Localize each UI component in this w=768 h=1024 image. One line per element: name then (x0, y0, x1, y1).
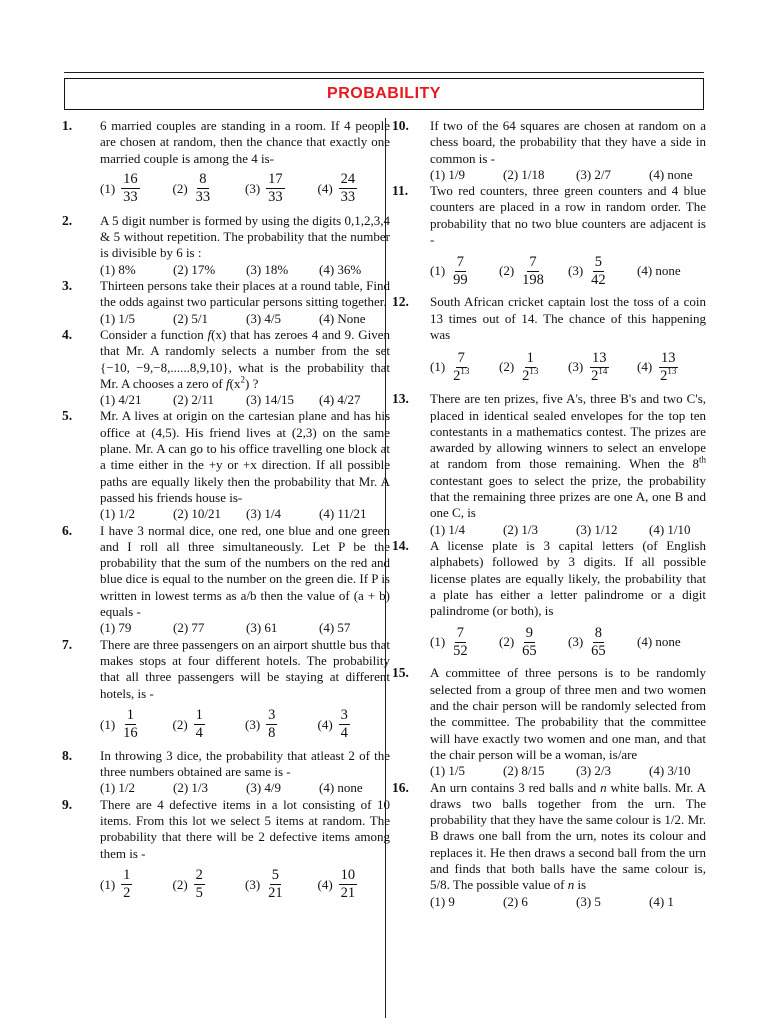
option-1: (1) 1/9 (430, 166, 466, 182)
question-8 (62, 747, 390, 797)
question-15 (392, 665, 706, 779)
option-2: (2) $\frac{9}{65}$ (499, 624, 537, 659)
question-4 (62, 326, 390, 408)
question-text: There are 4 defective items in a lot consisting of 10 items. From this lot we select 5 items at random. The probability that there will be 2 defective items among them is - (100, 796, 390, 861)
option-1: (1) $\frac{1}{16}$ (100, 707, 138, 742)
question-text: South African cricket captain lost the toss of a coin 13 times out of 14. The chance of this happening was (430, 294, 706, 342)
question-14 (392, 537, 706, 665)
options (430, 894, 706, 910)
option-3: (3) 1/4 (246, 506, 282, 522)
option-2: (2) 1/3 (503, 521, 539, 537)
option-1: (1) 8% (100, 261, 136, 277)
fraction-options (100, 702, 390, 748)
option-1: (1) $\frac{1}{2}$ (100, 867, 131, 902)
option-4: (4) none (637, 263, 681, 279)
question-text: Consider a function f(x) that has zeroes 4 and 9. Given that Mr. A randomly selects a number from the set {−10, −9,−8,......8,9,10}, what is the probability that Mr. A chooses a zero of $f(x^2)$ ? (100, 326, 390, 391)
option-1: (1) 1/5 (430, 763, 466, 779)
question-number: 14. (392, 537, 409, 553)
question-number: 9. (62, 796, 73, 812)
page-title: PROBABILITY (327, 85, 441, 102)
option-4: (4) 57 (319, 620, 351, 636)
options (430, 167, 706, 183)
option-2: (2) 1/18 (503, 166, 545, 182)
option-1: (1) $\frac{7}{99}$ (430, 253, 468, 288)
fraction-options (430, 248, 706, 294)
option-3: (3) 14/15 (246, 392, 295, 408)
option-1: (1) $\frac{16}{33}$ (100, 171, 138, 206)
option-4: (4) 4/27 (319, 392, 361, 408)
question-text: If two of the 64 squares are chosen at random on a chess board, the probability that they have a side in common is - (430, 118, 706, 166)
question-text: 6 married couples are standing in a room. If 4 people are chosen at random, then the chance that exactly one married couple is among the 4 is- (100, 118, 390, 166)
question-number: 13. (392, 391, 409, 407)
question-number: 11. (392, 183, 409, 199)
fraction-options (430, 619, 706, 665)
option-4: (4) none (649, 166, 693, 182)
fraction-options (100, 167, 390, 211)
option-2: (2) 5/1 (173, 310, 209, 326)
question-text: Two red counters, three green counters and 4 blue counters are placed in a row in random order. The probability that no two blue counters are adjacent is - (430, 183, 706, 248)
option-3: (3) $\frac{5}{21}$ (245, 867, 283, 902)
right-column (392, 118, 706, 910)
option-4: (4) None (319, 310, 366, 326)
options (100, 262, 390, 278)
question-number: 2. (62, 212, 73, 228)
question-text: In throwing 3 dice, the probability that atleast 2 of the three numbers obtained are same is - (100, 747, 390, 780)
option-2: (2) $\frac{8}{33}$ (172, 171, 211, 206)
option-2: (2) 17% (173, 261, 216, 277)
option-3: (3) 4/9 (246, 780, 282, 796)
option-1: (1) 1/4 (430, 521, 466, 537)
option-2: (2) 2/11 (173, 392, 215, 408)
option-2: (2) 77 (173, 620, 205, 636)
question-number: 15. (392, 665, 409, 681)
option-3: (3) 5 (576, 893, 601, 909)
option-1: (1) 9 (430, 893, 455, 909)
option-2: (2) 1/3 (173, 780, 209, 796)
options (100, 780, 390, 796)
question-9 (62, 796, 390, 908)
question-number: 10. (392, 118, 409, 133)
option-3: (3) 1/12 (576, 521, 618, 537)
question-7 (62, 636, 390, 748)
option-3: (3) 2/3 (576, 763, 612, 779)
option-2: (2) 6 (503, 893, 528, 909)
option-2: (2) 10/21 (173, 506, 222, 522)
option-4: (4) $\frac{3}{4}$ (317, 707, 348, 742)
question-text: There are ten prizes, five A's, three B's and two C's, placed in identical sealed envelopes for the top ten contestants in a mathematics contest. The prizes are awarded by allowing winners to select an envelope at random from those remaining. When the 8th contestant goes to select the prize, the probability that the remaining three prizes are one A, one B and one C, is (430, 391, 706, 521)
question-text: Mr. A lives at origin on the cartesian plane and has his office at (4,5). His friend lives at (2,3) on the same plane. Mr. A can go to his office travelling one block at a time either in the +y or +x direction. If all possible paths are equally likely then the probability that Mr. A passed his friends house is- (100, 408, 390, 505)
option-4: (4) 36% (319, 261, 362, 277)
question-6 (62, 522, 390, 637)
question-text: I have 3 normal dice, one red, one blue and one green and I roll all three simultaneously. Let P be the probability that the sum of the numbers on the red and blue dice is equal to the number on the green die. If P is written in lowest terms as a/b then the value of (a + b) equals - (100, 522, 390, 620)
option-2: (2) $\frac{1}{4}$ (172, 707, 203, 742)
question-text: A license plate is 3 capital letters (of English alphabets) followed by 3 digits. If all possible license plates are equally likely, the probability that a plate has either a letter palindrome or a digit palindrome (or both), is (430, 537, 706, 619)
left-column (62, 118, 390, 908)
option-3: (3) $\frac{3}{8}$ (245, 707, 276, 742)
options (430, 522, 706, 538)
option-4: (4) $\frac{13}{2^{13}}$ (637, 349, 677, 384)
top-rule (64, 72, 704, 73)
options (100, 392, 390, 408)
title-box (64, 78, 704, 110)
question-text: An urn contains 3 red balls and n white balls. Mr. A draws two balls together from the urn. The probability that they have the same colour is 1/2. Mr. B draws one ball from the urn, notes its colour and replaces it. He then draws a second ball from the urn and finds that both balls have the same colour is, 5/8. The possible value of n is (430, 779, 706, 893)
option-3: (3) $\frac{13}{2^{14}}$ (568, 349, 608, 384)
option-3: (3) 61 (246, 620, 278, 636)
option-4: (4) $\frac{24}{33}$ (317, 171, 356, 206)
option-1: (1) $\frac{7}{52}$ (430, 624, 468, 659)
option-4: (4) none (637, 634, 681, 650)
question-13 (392, 391, 706, 538)
option-3: (3) 4/5 (246, 310, 282, 326)
question-16 (392, 779, 706, 910)
option-4: (4) 1 (649, 893, 674, 909)
question-text: A committee of three persons is to be randomly selected from a group of three men and two women and the chair person will be randomly selected from the committee. The probability that the committee will have exactly two women and one man, and that the chair person will be a woman, is/are (430, 665, 706, 762)
option-1: (1) 1/2 (100, 506, 136, 522)
option-3: (3) $\frac{17}{33}$ (245, 171, 283, 206)
option-2: (2) $\frac{7}{198}$ (499, 253, 544, 288)
option-3: (3) 18% (246, 261, 289, 277)
option-1: (1) 4/21 (100, 392, 142, 408)
option-4: (4) none (319, 780, 363, 796)
question-number: 1. (62, 118, 73, 133)
question-number: 6. (62, 522, 73, 538)
option-2: (2) $\frac{1}{2^{13}}$ (499, 349, 539, 384)
question-number: 12. (392, 294, 409, 310)
question-number: 4. (62, 326, 73, 342)
question-3 (62, 278, 390, 327)
option-1: (1) 1/5 (100, 310, 136, 326)
question-2 (62, 212, 390, 278)
question-10 (392, 118, 706, 183)
option-2: (2) $\frac{2}{5}$ (172, 867, 203, 902)
question-number: 5. (62, 408, 73, 424)
option-4: (4) 3/10 (649, 763, 691, 779)
question-text: There are three passengers on an airport shuttle bus that makes stops at four different hotels. The probability that all three passengers will be staying at different hotels, is - (100, 636, 390, 701)
question-number: 7. (62, 636, 73, 652)
option-3: (3) 2/7 (576, 166, 612, 182)
option-4: (4) 1/10 (649, 521, 691, 537)
question-12 (392, 294, 706, 391)
options (100, 620, 390, 636)
question-text: A 5 digit number is formed by using the digits 0,1,2,3,4 & 5 without repetition. The probability that the number is divisible by 6 is : (100, 212, 390, 261)
fraction-options (100, 862, 390, 908)
question-text: Thirteen persons take their places at a round table, Find the odds against two particular persons sitting together. (100, 278, 390, 310)
question-number: 3. (62, 278, 73, 294)
question-number: 16. (392, 779, 409, 795)
fraction-options (430, 343, 706, 391)
option-2: (2) 8/15 (503, 763, 545, 779)
option-3: (3) $\frac{8}{65}$ (568, 624, 606, 659)
options (100, 311, 390, 327)
question-number: 8. (62, 747, 73, 763)
options (100, 506, 390, 522)
option-4: (4) $\frac{10}{21}$ (317, 867, 356, 902)
option-4: (4) 11/21 (319, 506, 367, 522)
question-11 (392, 183, 706, 294)
option-1: (1) 1/2 (100, 780, 136, 796)
option-3: (3) $\frac{5}{42}$ (568, 253, 606, 288)
question-1 (62, 118, 390, 211)
question-5 (62, 408, 390, 522)
option-1: (1) 79 (100, 620, 132, 636)
option-1: (1) $\frac{7}{2^{13}}$ (430, 349, 470, 384)
options (430, 763, 706, 779)
